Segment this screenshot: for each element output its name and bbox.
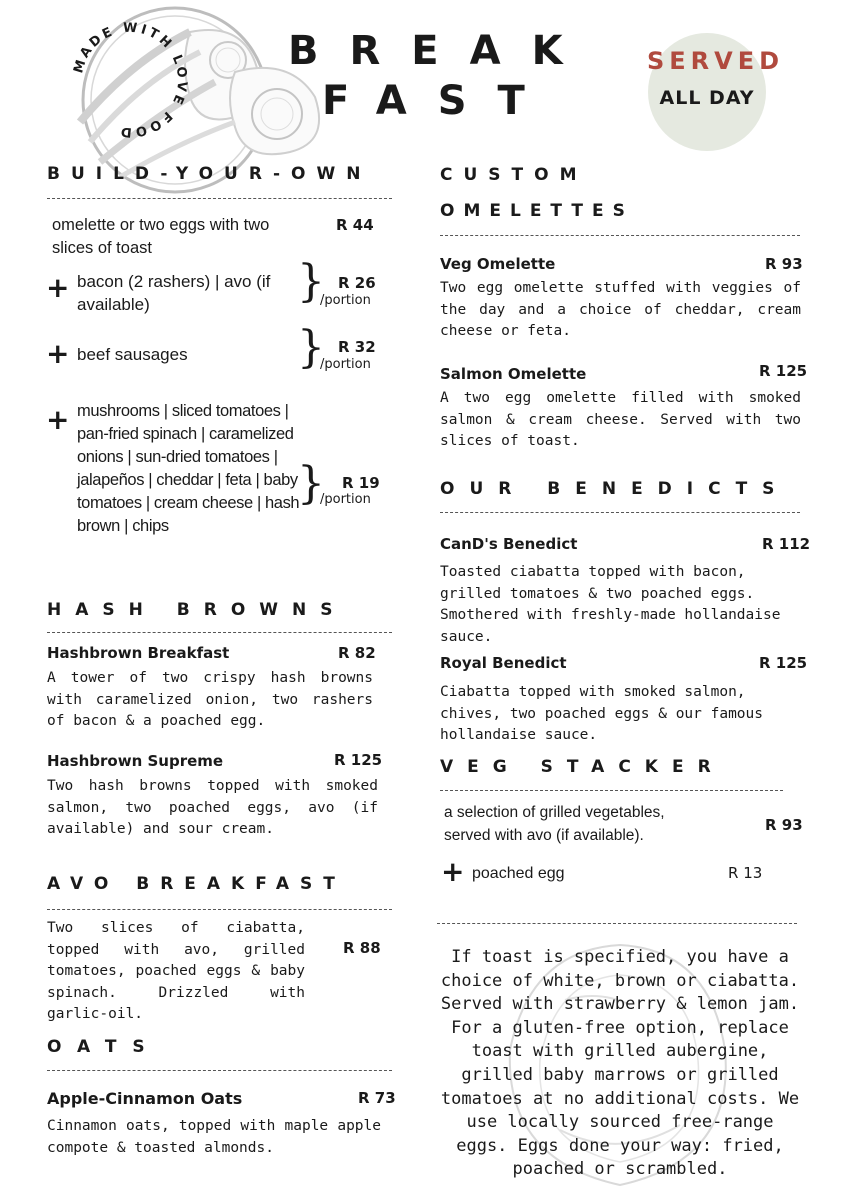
cands-benedict-price: R 112	[762, 535, 811, 553]
avo-breakfast-price: R 88	[343, 939, 381, 957]
section-title-our-benedicts: OUR BENEDICTS	[440, 479, 790, 499]
hashbrown-breakfast-price: R 82	[338, 644, 376, 662]
info-note: If toast is specified, you have a choice of white, brown or ciabatta. Served with strawberry & lemon jam. For a gluten-free option, replace toast with grilled aubergine, grilled baby marrows or grilled tomatoes at no additional costs. We use locally sourced free-range eggs. Eggs done your way: fried, poached or scrambled.	[440, 947, 800, 1180]
divider	[440, 235, 800, 236]
hashbrown-supreme-desc: Two hash browns topped with smoked salmon, two poached eggs, avo (if available) and sour cream.	[47, 778, 378, 837]
oats-name: Apple-Cinnamon Oats	[47, 1089, 243, 1108]
section-title-hash-browns: HASH BROWNS	[47, 600, 347, 620]
made-with-love-stamp	[60, 10, 200, 150]
divider	[47, 632, 392, 633]
veg-addon-egg-price: R 13	[728, 864, 763, 882]
plus-icon: +	[441, 855, 465, 888]
hashbrown-supreme-name: Hashbrown Supreme	[47, 752, 224, 770]
plus-icon: +	[46, 403, 70, 436]
build-base-price: R 44	[336, 216, 374, 234]
brace-icon: }	[297, 256, 325, 307]
plus-icon: +	[46, 271, 70, 304]
badge-all-day-text: ALL DAY	[659, 87, 755, 109]
divider	[440, 790, 783, 791]
divider	[47, 198, 392, 199]
stamp-text: MADE WITH LOVE FOOD	[71, 20, 190, 140]
divider	[47, 1070, 392, 1071]
brace-icon: }	[297, 322, 325, 373]
veg-stacker-desc: a selection of grilled vegetables, served with avo (if available).	[444, 804, 665, 844]
addon-bacon-avo-price: R 26	[338, 274, 376, 292]
section-title-omelettes: OMELETTES	[440, 201, 634, 221]
cands-benedict-name: CanD's Benedict	[440, 535, 578, 553]
veg-stacker-price: R 93	[765, 816, 803, 834]
svg-text:MADE WITH LOVE FOOD	[71, 21, 189, 140]
page-title-line1: BREAK	[288, 28, 594, 74]
section-title-build-your-own: BUILD-YOUR-OWN	[47, 164, 372, 184]
portion-label: /portion	[320, 357, 371, 372]
portion-label: /portion	[320, 492, 371, 507]
hashbrown-breakfast-name: Hashbrown Breakfast	[47, 644, 230, 662]
brace-icon: }	[297, 458, 325, 509]
veg-omelette-name: Veg Omelette	[440, 255, 556, 273]
section-title-avo-breakfast: AVO BREAKFAST	[47, 874, 346, 894]
build-base-text: omelette or two eggs with two slices of toast	[52, 216, 270, 257]
royal-benedict-name: Royal Benedict	[440, 654, 567, 672]
served-all-day-badge	[647, 33, 785, 151]
oats-desc: Cinnamon oats, topped with maple apple compote & toasted almonds.	[47, 1118, 381, 1156]
addon-bacon-avo-text: bacon (2 rashers) | avo (if available)	[77, 272, 271, 314]
section-title-oats: OATS	[47, 1037, 161, 1057]
hashbrown-breakfast-desc: A tower of two crispy hash browns with caramelized onion, two rashers of bacon & a poached egg.	[47, 670, 373, 729]
royal-benedict-price: R 125	[759, 654, 808, 672]
divider	[437, 923, 797, 924]
avo-breakfast-desc: Two slices of ciabatta, topped with avo, grilled tomatoes, poached eggs & baby spinach. Drizzled with garlic-oil.	[47, 920, 305, 1022]
plus-icon: +	[46, 337, 70, 370]
portion-label: /portion	[320, 293, 371, 308]
addon-veggies-price: R 19	[342, 474, 380, 492]
page-title-line2: FAST	[322, 78, 556, 124]
salmon-omelette-desc: A two egg omelette filled with smoked salmon & cream cheese. Served with two slices of toast.	[440, 390, 801, 449]
veg-addon-egg-text: poached egg	[472, 865, 565, 882]
divider	[440, 512, 800, 513]
royal-benedict-desc: Ciabatta topped with smoked salmon, chives, two poached eggs & our famous hollandaise sauce.	[440, 684, 764, 743]
addon-sausages-price: R 32	[338, 338, 376, 356]
cands-benedict-desc: Toasted ciabatta topped with bacon, grilled tomatoes & two poached eggs. Smothered with freshly-made hollandaise sauce.	[440, 564, 781, 645]
section-title-custom: CUSTOM	[440, 165, 588, 185]
addon-veggies-text: mushrooms | sliced tomatoes | pan-fried spinach | caramelized onions | sun-dried tomatoes | jalapeños | cheddar | feta | baby tomatoes | cream cheese | hash brown | chips	[77, 402, 300, 535]
badge-served-text: SERVED	[647, 47, 785, 75]
veg-omelette-desc: Two egg omelette stuffed with veggies of the day and a choice of cheddar, cream cheese or feta.	[440, 280, 801, 339]
section-title-veg-stacker: VEG STACKER	[440, 757, 725, 777]
salmon-omelette-price: R 125	[759, 362, 808, 380]
hashbrown-supreme-price: R 125	[334, 751, 383, 769]
veg-omelette-price: R 93	[765, 255, 803, 273]
divider	[47, 909, 392, 910]
salmon-omelette-name: Salmon Omelette	[440, 365, 587, 383]
oats-price: R 73	[358, 1089, 396, 1107]
addon-sausages-text: beef sausages	[77, 345, 188, 364]
